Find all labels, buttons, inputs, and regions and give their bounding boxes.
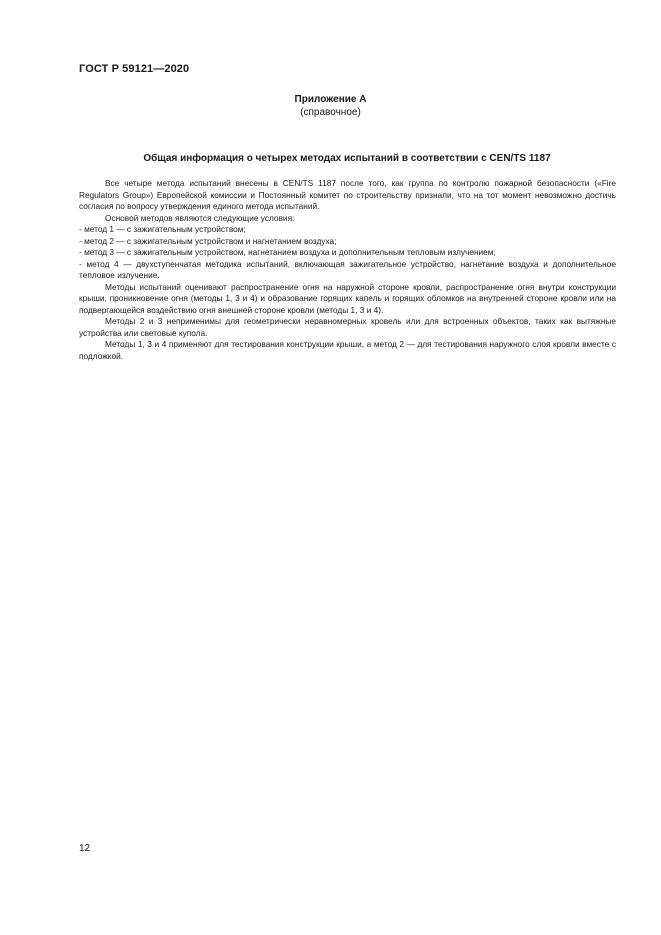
- list-item: - метод 3 — с зажигательным устройством, нагнетанием воздуха и дополнительным тепловым излучением;: [79, 247, 496, 257]
- paragraph: Методы испытаний оценивают распространение огня на наружной стороне кровли, распространение огня внутри конструкции крыши, проникновение огня (методы 1, 3 и 4) и образование горящих капель и горящих обломков на внутренней стороне кровли или на подвергающейся воздействию огня внешней стороне кровли (методы 1, 3 и 4).: [79, 281, 616, 315]
- paragraph: Методы 1, 3 и 4 применяют для тестирования конструкции крыши, а метод 2 — для тестирования наружного слоя кровли вместе с подложкой.: [79, 339, 616, 361]
- list-item: - метод 4 — двухступенчатая методика испытаний, включающая зажигательное устройство, нагнетание воздуха и дополнительное тепловое излучение.: [79, 258, 616, 280]
- body-text: [79, 178, 616, 362]
- paragraph: Методы 2 и 3 неприменимы для геометрически неравномерных кровель или для встроенных объектов, таких как вытяжные устройства или световые купола.: [79, 316, 616, 338]
- appendix-subtitle: (справочное): [300, 107, 361, 118]
- list-item: - метод 1 — с зажигательным устройством;: [79, 224, 246, 234]
- appendix-heading: [0, 93, 661, 119]
- appendix-title: Приложение А: [294, 94, 367, 105]
- document-code: ГОСТ Р 59121—2020: [79, 63, 190, 75]
- list-item: - метод 2 — с зажигательным устройством и нагнетанием воздуха;: [79, 235, 337, 246]
- paragraph: Все четыре метода испытаний внесены в CEN/TS 1187 после того, как группа по контролю пожарной безопасности («Fire Regulators Group») Европейской комиссии и Постоянный комитет по строительству признали, что на тот момент невозможно достичь согласия по вопросу утверждения единого метода испытаний.: [79, 178, 616, 211]
- section-title: Общая информация о четырех методах испытаний в соответствии с CEN/TS 1187: [143, 153, 551, 164]
- page-number: 12: [79, 843, 91, 854]
- paragraph: Основой методов являются следующие условия:: [105, 212, 295, 223]
